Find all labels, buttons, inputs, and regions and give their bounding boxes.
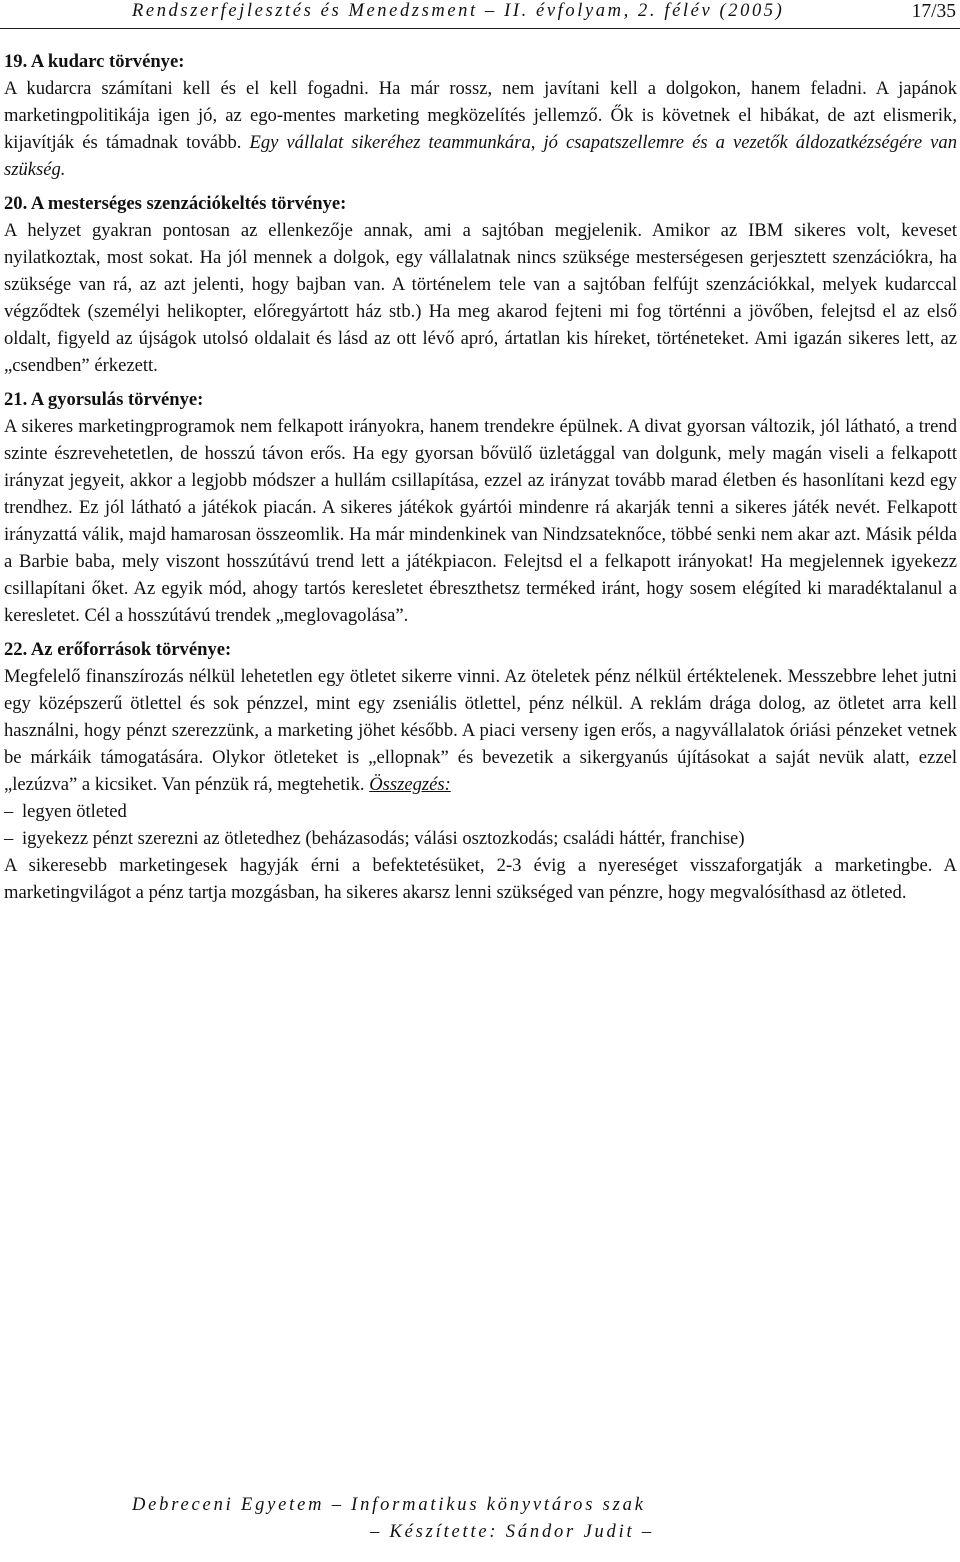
dash-bullet-icon: –: [4, 828, 14, 849]
section-paragraph: [4, 663, 957, 798]
closing-paragraph: A sikeresebb marketingesek hagyják érni a befektetésüket, 2-3 évig a nyereséget visszaforgatják a marketingbe. A marketingvilágot a pénz tartja mozgásban, ha sikeres akarsz lenni szükséged van pénzre, hogy megvalósíthasd az ötleted.: [4, 855, 957, 903]
section-22: [4, 636, 957, 906]
section-21: [4, 386, 957, 629]
italic-emphasis: Egy vállalat sikeréhez teammunkára, jó csapatszellemre és a vezetők áldozatkézségére van szükség.: [4, 132, 957, 180]
footer-line-1: Debreceni Egyetem – Informatikus könyvtáros szak: [132, 1495, 646, 1515]
list-item: [4, 825, 957, 852]
section-paragraph: [4, 75, 957, 183]
dash-bullet-icon: –: [4, 801, 14, 822]
section-paragraph: A helyzet gyakran pontosan az ellenkezője annak, ami a sajtóban megjelenik. Amikor az IBM sikeres volt, keveset nyilatkoztak, most sokat. Ha jól mennek a dolgok, egy vállalatnak nincs szüksége mesterségesen gerjesztett szenzációkra, ha szüksége van rá, az azt jelenti, hogy bajban van. A történelem tele van a sajtóban felfújt szenzációkkal, melyek kudarccal végződtek (személyi helikopter, előregyártott ház stb.) Ha meg akarod fejteni mi fog történni a jövőben, felejtsd el az első oldalt, figyeld az újságok utolsó oldalait és lásd az ott lévő apró, ártatlan kis híreket, történeteket. Ami igazán sikeres lett, az „csendben” érkezett.: [4, 220, 957, 376]
list-item-text: legyen ötleted: [22, 801, 127, 822]
summary-label: Összegzés:: [369, 774, 451, 795]
page-footer: [0, 1492, 960, 1546]
section-title: 21. A gyorsulás törvénye:: [4, 389, 204, 410]
footer-line-2: – Készítette: Sándor Judit –: [370, 1522, 654, 1542]
section-20: [4, 190, 957, 379]
section-title: 22. Az erőforrások törvénye:: [4, 639, 232, 660]
section-title: 19. A kudarc törvénye:: [4, 51, 185, 72]
list-item-text: igyekezz pénzt szerezni az ötletedhez (beházasodás; válási osztozkodás; családi háttér, franchise): [22, 828, 745, 849]
header-title: Rendszerfejlesztés és Menedzsment – II. évfolyam, 2. félév (2005): [132, 1, 785, 21]
document-body: [4, 48, 957, 913]
paragraph-text: A kudarcra számítani kell és el kell fogadni. Ha már rossz, nem javítani kell a dolgokon, hanem feladni. A japánok marketingpolitikája igen jó, az ego-mentes marketing megközelítés jellemző. Ők is követnek el hibákat, de azt elismerik, kijavítják és támadnak tovább.: [4, 78, 957, 153]
section-title: 20. A mesterséges szenzációkeltés törvénye:: [4, 193, 347, 214]
section-paragraph: A sikeres marketingprogramok nem felkapott irányokra, hanem trendekre épülnek. A divat gyorsan változik, jól látható, a trend szinte észrevehetetlen, de hosszú távon erős. Ha egy gyorsan bővülő üzletággal van dolgunk, mely magán viseli a felkapott irányzat jegyeit, akkor a legjobb módszer a hullám csillapítása, ezzel az irányzat tovább marad életben és hasonlítani kezd egy trendhez. Ez jól látható a játékok piacán. A sikeres játékok gyártói mindenre rá akarják tenni a sikeres játék nevét. Felkapott irányzattá válik, majd hamarosan összeomlik. Ha már mindenkinek van Nindzsateknőce, többé senki nem akar azt. Másik példa a Barbie baba, mely viszont hosszútávú trend lett a játékpiacon. Felejtsd el a felkapott irányokat! Ha megjelennek igyekezz csillapítani őket. Az egyik mód, ahogy tartós keresletet ébreszthetsz terméked iránt, hogy sosem elégíted ki maradéktalanul a keresletet. Cél a hosszútávú trendek „meglovagolása”.: [4, 416, 957, 626]
summary-list: [4, 798, 957, 852]
list-item: [4, 798, 957, 825]
page-header: [0, 0, 960, 29]
page-number: 17/35: [911, 1, 956, 22]
paragraph-text: Megfelelő finanszírozás nélkül lehetetlen egy ötletet sikerre vinni. Az öteletek pénz nélkül értéktelenek. Messzebbre lehet jutni egy középszerű ötlettel és sok pénzzel, mint egy zseniális ötlettel, pénz nélkül. A reklám drága dolog, az ötletet arra kell használni, hogy pénzt szerezzünk, a marketing jöhet később. A piaci verseny igen erős, a nagyvállalatok óriási pénzeket vetnek be márkáik támogatására. Olykor ötleteket is „ellopnak” és bevezetik a sikergyanús újításokat a saját nevük alatt, ezzel „lezúzva” a kicsiket. Van pénzük rá, megtehetik.: [4, 666, 957, 795]
section-19: [4, 48, 957, 183]
